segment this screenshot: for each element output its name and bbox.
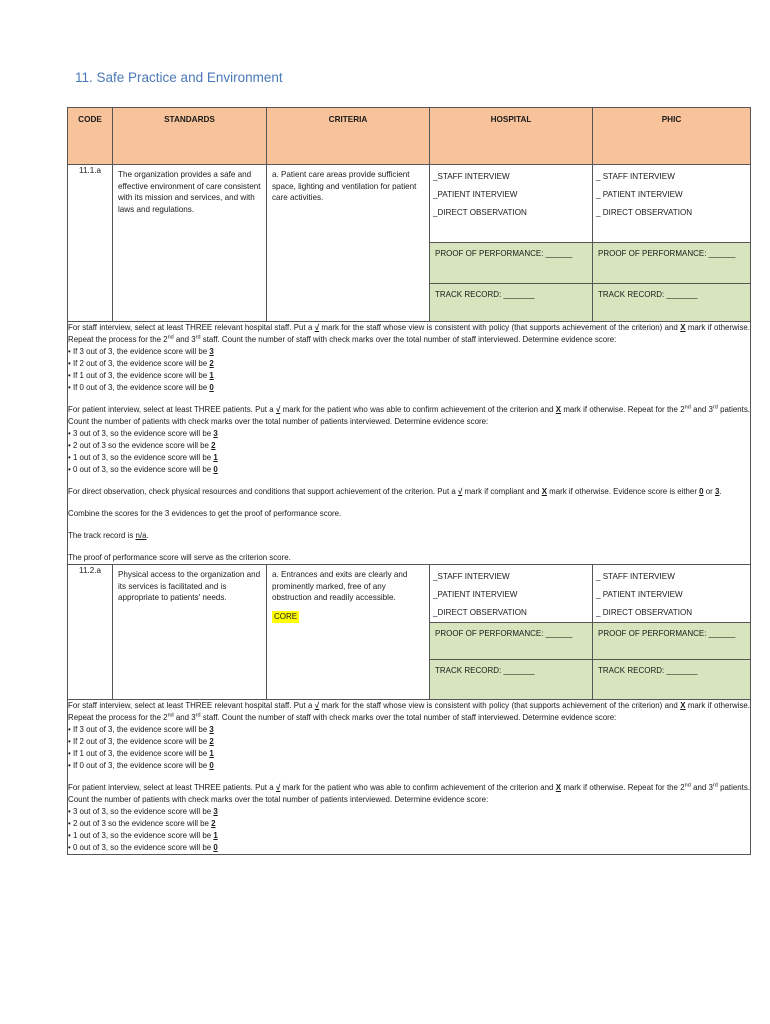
hospital-track: TRACK RECORD: _______ (435, 666, 535, 675)
score-line: • If 3 out of 3, the evidence score will be 3 (68, 347, 214, 356)
hospital-proof-cell[interactable] (430, 243, 593, 284)
header-criteria: CRITERIA (267, 108, 430, 165)
hospital-track-cell[interactable] (430, 284, 593, 322)
standards-table (67, 107, 751, 855)
phic-track: TRACK RECORD: _______ (598, 290, 698, 299)
phic-patient-interview[interactable]: _ PATIENT INTERVIEW (596, 590, 683, 599)
score-line: • 1 out of 3, so the evidence score will be 1 (68, 453, 218, 462)
score-line: • If 0 out of 3, the evidence score will be 0 (68, 761, 214, 770)
header-hospital: HOSPITAL (430, 108, 593, 165)
table-header-row (68, 108, 751, 165)
core-badge: CORE (274, 612, 298, 622)
phic-checks (593, 565, 751, 623)
phic-proof-cell[interactable] (593, 243, 751, 284)
row-code: 11.1.a (68, 165, 113, 322)
hospital-proof: PROOF OF PERFORMANCE: ______ (435, 629, 573, 638)
patient-paragraph: For patient interview, select at least THREE patients. Put a √ mark for the patient who was able to confirm achievement of the criterion and X mark if otherwise. Repeat for the 2nd and 3rd patients. Count the number of patients with check marks over the total number of patients interviewed. Determine evidence score: • 3 out of 3, so the evidence score will be 3 • 2 out of 3 so the evidence score will be 2 • 1 out of 3, so the evidence score will be 1 • 0 out of 3, so the evidence score will be 0 (68, 782, 750, 852)
phic-direct-observation[interactable]: _ DIRECT OBSERVATION (596, 608, 693, 617)
instructions-row (68, 700, 751, 855)
staff-paragraph: For staff interview, select at least THREE relevant hospital staff. Put a √ mark for the staff whose view is consistent with policy (that supports achievement of the criterion) and X mark if otherwise. Repeat the process for the 2nd and 3rd staff. Count the number of staff with check marks over the total number of staff interviewed. Determine evidence score: • If 3 out of 3, the evidence score will be 3 • If 2 out of 3, the evidence score will be 2 • If 1 out of 3, the evidence score will be 1 • If 0 out of 3, the evidence score will be 0 (68, 323, 750, 392)
header-standards: STANDARDS (113, 108, 267, 165)
phic-staff-interview[interactable]: _ STAFF INTERVIEW (596, 572, 675, 581)
instructions-cell (68, 700, 751, 855)
hospital-direct-observation[interactable]: _DIRECT OBSERVATION (433, 608, 527, 617)
score-line: • If 2 out of 3, the evidence score will be 2 (68, 359, 214, 368)
phic-direct-observation[interactable]: _ DIRECT OBSERVATION (596, 208, 693, 217)
criterion-text: a. Patient care areas provide sufficient space, lighting and ventilation for patient care activities. (272, 170, 417, 203)
score-line: • 2 out of 3 so the evidence score will be 2 (68, 441, 216, 450)
direct-paragraph: For direct observation, check physical resources and conditions that support achievement of the criterion. Put a √ mark if compliant and X mark if otherwise. Evidence score is either 0 or 3. (68, 487, 722, 496)
header-code: CODE (68, 108, 113, 165)
phic-staff-interview[interactable]: _ STAFF INTERVIEW (596, 172, 675, 181)
score-line: • 0 out of 3, so the evidence score will be 0 (68, 465, 218, 474)
criterion-cell (267, 565, 430, 700)
hospital-track-cell[interactable] (430, 660, 593, 700)
hospital-staff-interview[interactable]: _STAFF INTERVIEW (433, 572, 510, 581)
instructions-cell (68, 322, 751, 565)
phic-track: TRACK RECORD: _______ (598, 666, 698, 675)
hospital-staff-interview[interactable]: _STAFF INTERVIEW (433, 172, 510, 181)
score-line: • 0 out of 3, so the evidence score will be 0 (68, 843, 218, 852)
hospital-patient-interview[interactable]: _PATIENT INTERVIEW (433, 590, 518, 599)
score-line: • If 1 out of 3, the evidence score will be 1 (68, 749, 214, 758)
table-row (68, 565, 751, 623)
header-phic: PHIC (593, 108, 751, 165)
table-row (68, 165, 751, 243)
hospital-checks (430, 565, 593, 623)
phic-track-cell[interactable] (593, 284, 751, 322)
hospital-checks (430, 165, 593, 243)
standard-text: Physical access to the organization and its services is facilitated and is appropriate to patients' needs. (118, 570, 261, 603)
phic-checks (593, 165, 751, 243)
proof-paragraph: The proof of performance score will serve as the criterion score. (68, 553, 291, 562)
criterion-cell (267, 165, 430, 322)
phic-track-cell[interactable] (593, 660, 751, 700)
standard-cell (113, 165, 267, 322)
hospital-proof-cell[interactable] (430, 623, 593, 660)
hospital-patient-interview[interactable]: _PATIENT INTERVIEW (433, 190, 518, 199)
score-line: • If 2 out of 3, the evidence score will be 2 (68, 737, 214, 746)
track-paragraph: The track record is n/a. (68, 531, 149, 540)
phic-proof: PROOF OF PERFORMANCE: ______ (598, 249, 736, 258)
score-line: • 3 out of 3, so the evidence score will be 3 (68, 807, 218, 816)
phic-patient-interview[interactable]: _ PATIENT INTERVIEW (596, 190, 683, 199)
score-line: • 3 out of 3, so the evidence score will be 3 (68, 429, 218, 438)
score-line: • 2 out of 3 so the evidence score will be 2 (68, 819, 216, 828)
criterion-text: a. Entrances and exits are clearly and prominently marked, free of any obstruction and readily accessible. (272, 570, 408, 603)
instructions-row (68, 322, 751, 565)
score-line: • If 3 out of 3, the evidence score will be 3 (68, 725, 214, 734)
staff-paragraph: For staff interview, select at least THREE relevant hospital staff. Put a √ mark for the staff whose view is consistent with policy (that supports achievement of the criterion) and X mark if otherwise. Repeat the process for the 2nd and 3rd staff. Count the number of staff with check marks over the total number of staff interviewed. Determine evidence score: • If 3 out of 3, the evidence score will be 3 • If 2 out of 3, the evidence score will be 2 • If 1 out of 3, the evidence score will be 1 • If 0 out of 3, the evidence score will be 0 (68, 701, 750, 770)
standard-text: The organization provides a safe and effective environment of care consistent with its mission and services, and with laws and regulations. (118, 170, 261, 215)
phic-proof-cell[interactable] (593, 623, 751, 660)
section-title: 11. Safe Practice and Environment (75, 70, 283, 85)
hospital-track: TRACK RECORD: _______ (435, 290, 535, 299)
score-line: • If 1 out of 3, the evidence score will be 1 (68, 371, 214, 380)
patient-paragraph: For patient interview, select at least THREE patients. Put a √ mark for the patient who was able to confirm achievement of the criterion and X mark if otherwise. Repeat for the 2nd and 3rd patients. Count the number of patients with check marks over the total number of patients interviewed. Determine evidence score: • 3 out of 3, so the evidence score will be 3 • 2 out of 3 so the evidence score will be 2 • 1 out of 3, so the evidence score will be 1 • 0 out of 3, so the evidence score will be 0 (68, 404, 750, 474)
score-line: • 1 out of 3, so the evidence score will be 1 (68, 831, 218, 840)
phic-proof: PROOF OF PERFORMANCE: ______ (598, 629, 736, 638)
score-line: • If 0 out of 3, the evidence score will be 0 (68, 383, 214, 392)
row-code: 11.2.a (68, 565, 113, 700)
combine-paragraph: Combine the scores for the 3 evidences to get the proof of performance score. (68, 509, 342, 518)
hospital-direct-observation[interactable]: _DIRECT OBSERVATION (433, 208, 527, 217)
hospital-proof: PROOF OF PERFORMANCE: ______ (435, 249, 573, 258)
standard-cell (113, 565, 267, 700)
